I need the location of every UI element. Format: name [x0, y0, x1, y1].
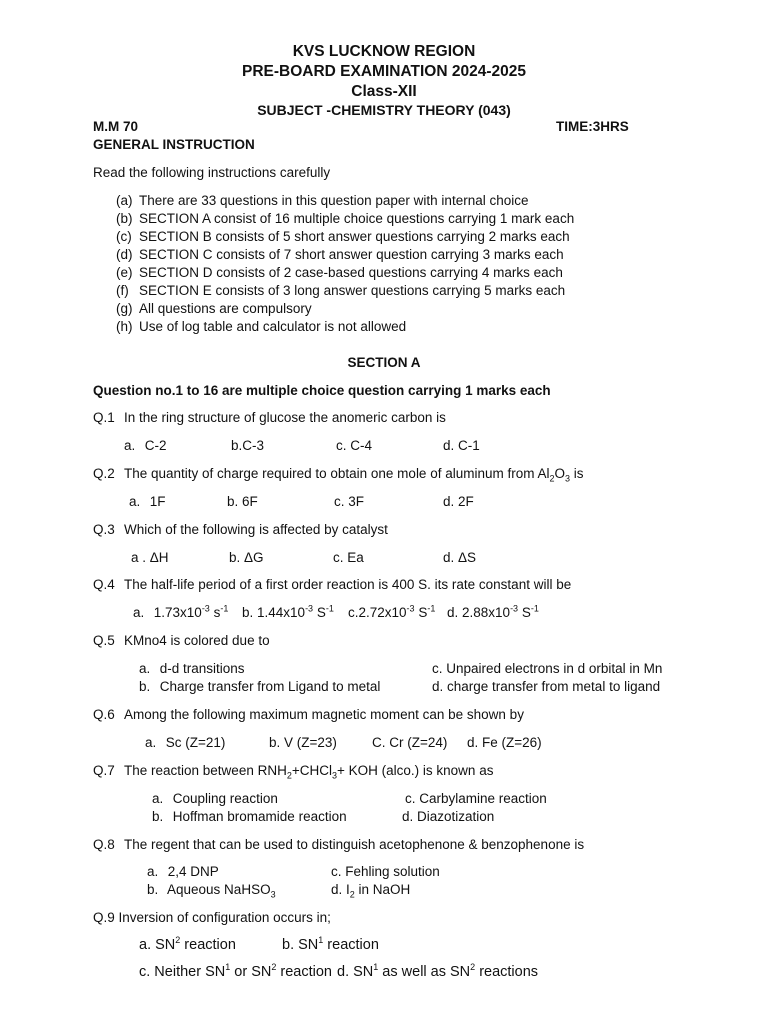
q4-option-c: $c.2.72x10^{-3}$ $S^{-1}$ — [348, 603, 436, 620]
time-allowed: TIME:3HRS — [556, 119, 629, 134]
q7-option-a: a. Coupling reaction — [152, 791, 278, 806]
q1-option-d: d. C-1 — [443, 438, 480, 453]
q3-option-d: d. ΔS — [443, 550, 477, 565]
class-title: Class-XII — [351, 83, 417, 100]
q8-option-b: b. Aqueous NaHSO$_3$ — [147, 882, 276, 900]
q5-option-d: d. charge transfer from metal to ligand — [432, 679, 661, 694]
section-note: Question no.1 to 16 are multiple choice question carrying 1 marks each — [93, 383, 551, 398]
q3-option-c: c. Ea — [333, 550, 364, 565]
q6-option-d: d. Fe (Z=26) — [467, 735, 542, 750]
instruction-item: (b) SECTION A consist of 16 multiple choice questions carrying 1 mark each — [116, 211, 575, 226]
q1-option-c: c. C-4 — [336, 438, 373, 453]
q7-option-c: c. Carbylamine reaction — [405, 791, 547, 806]
instructions-heading: GENERAL INSTRUCTION — [93, 137, 255, 152]
q8-option-a: a. 2,4 DNP — [147, 864, 219, 879]
question-8: Q.8 The regent that can be used to distinguish acetophenone & benzophenone is — [93, 837, 585, 852]
question-2: Q.2 The quantity of charge required to obtain one mole of aluminum from $Al_2O_3$ is — [93, 466, 584, 484]
q8-option-d: d. $I_2$ in NaOH — [331, 882, 411, 900]
q6-option-c: C. Cr (Z=24) — [372, 735, 448, 750]
q1-option-a: a. C-2 — [124, 438, 167, 453]
instruction-item: (d) SECTION C consists of 7 short answer question carrying 3 marks each — [116, 247, 564, 262]
question-6: Q.6 Among the following maximum magnetic moment can be shown by — [93, 707, 524, 722]
question-7: Q.7 The reaction between $RNH_2+CHCl_3+$ KOH (alco.) is known as — [93, 763, 494, 781]
instruction-item: (e) SECTION D consists of 2 case-based questions carrying 4 marks each — [116, 265, 563, 280]
instruction-item: (a) There are 33 questions in this question paper with internal choice — [116, 193, 529, 208]
q4-option-d: d. $2.88x10^{-3}$ $S^{-1}$ — [447, 603, 539, 620]
q8-option-c: c. Fehling solution — [331, 864, 440, 879]
subject-title: SUBJECT -CHEMISTRY THEORY (043) — [257, 102, 511, 118]
q4-option-b: b. $1.44x10^{-3}$ $S^{-1}$ — [242, 603, 334, 620]
question-9: Q.9 Inversion of configuration occurs in; — [93, 910, 331, 925]
org-title: KVS LUCKNOW REGION — [292, 43, 476, 60]
q3-option-b: b. ΔG — [229, 550, 264, 565]
q6-option-b: b. V (Z=23) — [269, 735, 337, 750]
max-marks: M.M 70 — [93, 119, 139, 134]
q2-option-a: a. 1F — [129, 494, 166, 509]
question-1: Q.1 In the ring structure of glucose the anomeric carbon is — [93, 410, 446, 425]
section-title: SECTION A — [347, 355, 421, 370]
q9-option-a: a. $SN^2$ reaction — [139, 935, 236, 953]
q5-option-b: b. Charge transfer from Ligand to metal — [139, 679, 381, 694]
q7-option-b: b. Hoffman bromamide reaction — [152, 809, 347, 824]
q9-option-d: d. $SN^1$ as well as $SN^2$ reactions — [337, 962, 539, 980]
instruction-item: (h) Use of log table and calculator is not allowed — [116, 319, 407, 334]
question-3: Q.3 Which of the following is affected by catalyst — [93, 522, 388, 537]
q3-option-a: a . ΔH — [131, 550, 169, 565]
q2-option-b: b. 6F — [227, 494, 258, 509]
instruction-item: (g) All questions are compulsory — [116, 301, 312, 316]
q5-option-c: c. Unpaired electrons in d orbital in Mn — [432, 661, 663, 676]
q2-option-d: d. 2F — [443, 494, 474, 509]
instruction-item: (c) SECTION B consists of 5 short answer questions carrying 2 marks each — [116, 229, 570, 244]
q6-option-a: a. Sc (Z=21) — [145, 735, 226, 750]
q5-option-a: a. d-d transitions — [139, 661, 245, 676]
q4-option-a: a. $1.73x10^{-3}$ $s^{-1}$ — [133, 603, 229, 620]
q9-option-c: c. Neither $SN^1$ or $SN^2$ reaction — [139, 962, 332, 980]
instructions-intro: Read the following instructions carefully — [93, 165, 331, 180]
exam-title: PRE-BOARD EXAMINATION 2024-2025 — [242, 63, 526, 80]
q2-option-c: c. 3F — [334, 494, 365, 509]
instruction-item: (f) SECTION E consists of 3 long answer questions carrying 5 marks each — [116, 283, 566, 298]
question-5: Q.5 KMno4 is colored due to — [93, 633, 270, 648]
question-4: Q.4 The half-life period of a first order reaction is 400 S. its rate constant will be — [93, 577, 572, 592]
q9-option-b: b. $SN^1$ reaction — [282, 935, 379, 953]
q7-option-d: d. Diazotization — [402, 809, 495, 824]
q1-option-b: b.C-3 — [231, 438, 265, 453]
